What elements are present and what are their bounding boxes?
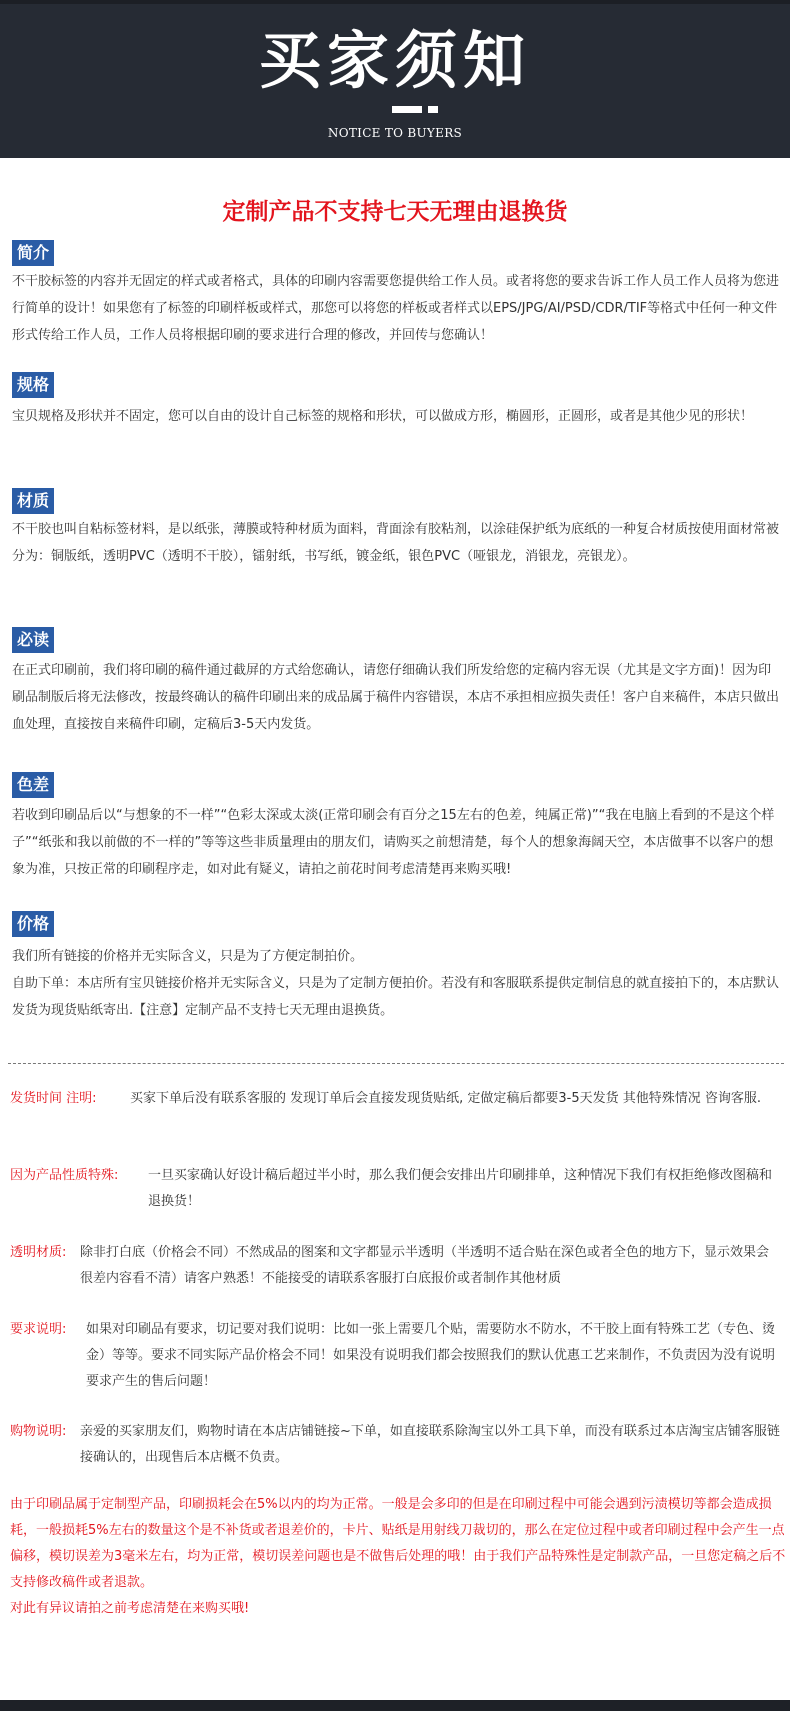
- warning-text: 由于印刷品属于定制型产品，印刷损耗会在5%以内的均为正常。一般是会多印的但是在印刷过程中可能会遇到污渍模切等都会造成损耗，一般损耗5%左右的数量这个是不补货或者退差价的，卡片、贴纸是用射线刀裁切的，那么在定位过程中或者印刷过程中会产生一点偏移，模切误差为3毫米左右，均为正常，模切误差问题也是不做售后处理的哦！由于我们产品特殊性是定制款产品，一旦您定稿之后不支持修改稿件或者退款。: [10, 1497, 786, 1590]
- title-underline-long: [392, 106, 422, 113]
- note-transparent-material: [10, 1240, 780, 1292]
- note-label: 发货时间 注明:: [10, 1091, 97, 1106]
- dashed-divider: [8, 1063, 784, 1064]
- section-tag-color-difference: 色差: [12, 772, 54, 798]
- note-label: 购物说明:: [10, 1424, 67, 1439]
- section-tag-material: 材质: [12, 488, 54, 514]
- section-tag-price: 价格: [12, 911, 54, 937]
- section-text-intro: 不干胶标签的内容并无固定的样式或者格式，具体的印刷内容需要您提供给工作人员。或者将您的要求告诉工作人员工作人员将为您进行简单的设计！如果您有了标签的印刷样板或样式，那您可以将您的样板或者样式以EPS/JPG/AI/PSD/CDR/TIF等格式中任何一种文件形式传给工作人员，工作人员将根据印刷的要求进行合理的修改，并回传与您确认！: [12, 274, 780, 343]
- note-label: 要求说明:: [10, 1322, 67, 1337]
- printing-loss-warning: [10, 1492, 786, 1622]
- section-text-color-difference: 若收到印刷品后以“与想象的不一样”“色彩太深或太淡(正常印刷会有百分之15左右的色差，纯属正常)”“我在电脑上看到的不是这个样子”“纸张和我以前做的不一样的”等等这些非质量理由的朋友们，请购买之前想清楚，每个人的想象海阔天空，本店做事不以客户的想象为准，只按正常的印刷程序走，如对此有疑义，请拍之前花时间考虑清楚再来购买哦!: [12, 808, 775, 877]
- section-tag-spec: 规格: [12, 372, 54, 398]
- section-text-must-read: 在正式印刷前，我们将印刷的稿件通过截屏的方式给您确认，请您仔细确认我们所发给您的定稿内容无误（尤其是文字方面)！因为印刷品制版后将无法修改，按最终确认的稿件印刷出来的成品属于稿件内容错误，本店不承担相应损失责任！客户自来稿件，本店只做出血处理，直接按自来稿件印刷，定稿后3-5天内发货。: [12, 663, 780, 732]
- note-text: 买家下单后没有联系客服的 发现订单后会直接发现货贴纸, 定做定稿后都要3-5天发货 其他特殊情况 咨询客服.: [130, 1091, 762, 1106]
- note-shopping: [10, 1419, 780, 1471]
- note-shipping-time: [10, 1086, 780, 1112]
- section-tag-intro: 简介: [12, 240, 54, 266]
- note-requirements: [10, 1317, 780, 1395]
- note-text: 一旦买家确认好设计稿后超过半小时，那么我们便会安排出片印刷排单，这种情况下我们有权拒绝修改图稿和退换货！: [148, 1168, 773, 1209]
- note-text: 如果对印刷品有要求，切记要对我们说明：比如一张上需要几个贴，需要防水不防水，不干胶上面有特殊工艺（专色、烫金）等等。要求不同实际产品价格会不同！如果没有说明我们都会按照我们的默认优惠工艺来制作，不负责因为没有说明要求产生的售后问题！: [86, 1322, 776, 1389]
- note-label: 透明材质:: [10, 1245, 67, 1260]
- note-special-product: [10, 1163, 780, 1215]
- return-policy-headline: 定制产品不支持七天无理由退换货: [222, 198, 568, 225]
- page-title: 买家须知: [258, 24, 531, 97]
- note-text: 亲爱的买家朋友们，购物时请在本店店铺链接~下单，如直接联系除淘宝以外工具下单，而没有联系过本店淘宝店铺客服链接确认的，出现售后本店概不负责。: [80, 1424, 780, 1465]
- footer-bar: [0, 1700, 790, 1711]
- section-text-price: 我们所有链接的价格并无实际含义，只是为了方便定制拍价。 自助下单：本店所有宝贝链接价格并无实际含义，只是为了定制方便拍价。若没有和客服联系提供定制信息的就直接拍下的，本店默认发货为现货贴纸寄出.【注意】定制产品不支持七天无理由退换货。: [12, 949, 780, 1018]
- section-text-spec: 宝贝规格及形状并不固定，您可以自由的设计自己标签的规格和形状，可以做成方形，椭圆形，正圆形，或者是其他少见的形状！: [12, 409, 754, 424]
- header-banner: [0, 0, 790, 158]
- page-subtitle: NOTICE TO BUYERS: [327, 126, 463, 140]
- warning-closing: 对此有异议请拍之前考虑清楚在来购买哦!: [10, 1601, 250, 1616]
- title-underline-short: [428, 106, 438, 113]
- section-text-material: 不干胶也叫自粘标签材料，是以纸张，薄膜或特种材质为面料，背面涂有胶粘剂，以涂硅保护纸为底纸的一种复合材质按使用面材常被分为：铜版纸，透明PVC（透明不干胶），镭射纸，书写纸，镀金纸，银色PVC（哑银龙，消银龙，亮银龙）。: [12, 522, 780, 564]
- note-text: 除非打白底（价格会不同）不然成品的图案和文字都显示半透明（半透明不适合贴在深色或者全色的地方下，显示效果会很差内容看不清）请客户熟悉！不能接受的请联系客服打白底报价或者制作其他材质: [80, 1245, 770, 1286]
- section-tag-must-read: 必读: [12, 627, 54, 653]
- note-label: 因为产品性质特殊:: [10, 1168, 119, 1183]
